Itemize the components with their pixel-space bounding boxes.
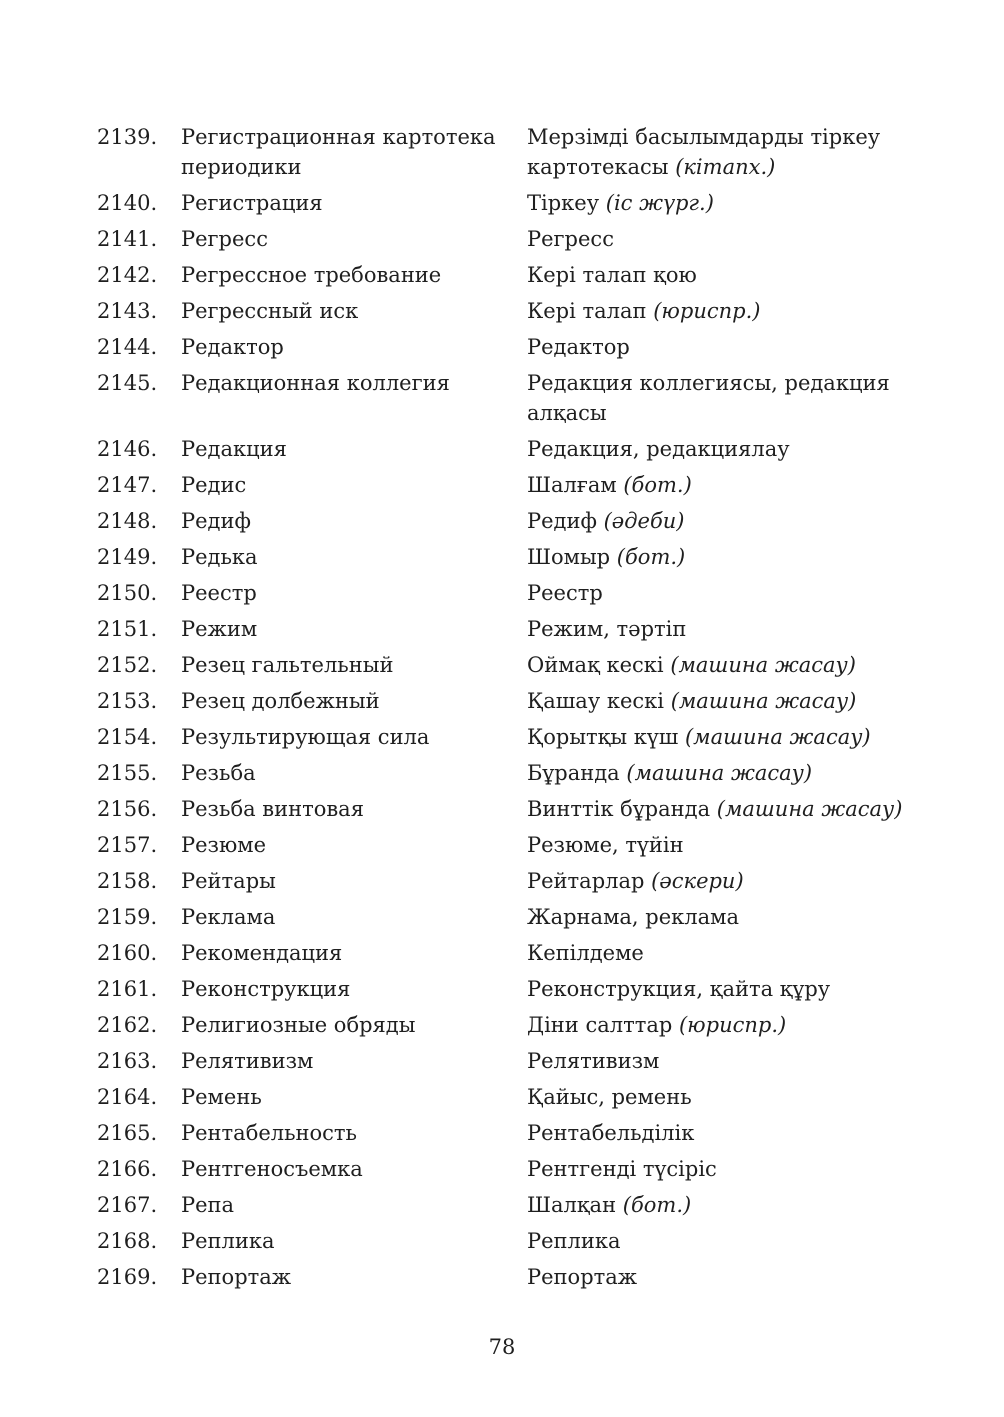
entry-russian-term: Редакционная коллегия — [181, 371, 450, 395]
entry-kazakh-term — [527, 650, 937, 680]
entry-kazakh-term — [527, 614, 937, 644]
entry-number: 2143. — [97, 299, 158, 323]
entry-kazakh-text: Шомыр — [527, 545, 611, 569]
entry-number: 2161. — [97, 977, 158, 1001]
entry-kazakh-term — [527, 542, 937, 572]
entry-number: 2139. — [97, 125, 158, 149]
entry-russian-term: Ремень — [181, 1085, 262, 1109]
entry-number: 2163. — [97, 1049, 158, 1073]
entry-kazakh-text: Резюме, түйін — [527, 833, 684, 857]
entry-number: 2159. — [97, 905, 158, 929]
entry-number: 2164. — [97, 1085, 158, 1109]
entry-russian-term: Репортаж — [181, 1265, 292, 1289]
entry-number: 2141. — [97, 227, 158, 251]
entry-number: 2142. — [97, 263, 158, 287]
entry-domain-note: (іс жүрг.) — [605, 191, 714, 215]
entry-russian-term: Регресс — [181, 227, 268, 251]
entry-kazakh-text: Реконструкция, қайта құру — [527, 977, 831, 1001]
entry-kazakh-term — [527, 1118, 937, 1148]
entry-kazakh-text: Діни салттар — [527, 1013, 673, 1037]
entry-number: 2165. — [97, 1121, 158, 1145]
entry-number: 2168. — [97, 1229, 158, 1253]
entry-kazakh-term — [527, 722, 937, 752]
entry-russian-term: Редис — [181, 473, 247, 497]
entry-number: 2157. — [97, 833, 158, 857]
entry-kazakh-text: Қорытқы күш — [527, 725, 679, 749]
entry-kazakh-term — [527, 1262, 937, 1292]
entry-number: 2151. — [97, 617, 158, 641]
entry-kazakh-text: Шалқан — [527, 1193, 617, 1217]
entry-domain-note: (әдеби) — [603, 509, 685, 533]
entry-russian-term: Резец гальтельный — [181, 653, 394, 677]
entry-kazakh-term — [527, 938, 937, 968]
entry-kazakh-term — [527, 224, 937, 254]
entry-number: 2167. — [97, 1193, 158, 1217]
entry-kazakh-text: Оймақ кескі — [527, 653, 664, 677]
page-number: 78 — [488, 1335, 516, 1359]
entry-russian-term: Резьба винтовая — [181, 797, 364, 821]
entry-kazakh-term — [527, 368, 937, 428]
entry-domain-note: (машина жасау) — [670, 689, 857, 713]
entry-russian-term: Регрессное требование — [181, 263, 442, 287]
entry-number: 2155. — [97, 761, 158, 785]
entry-kazakh-term — [527, 296, 937, 326]
entry-kazakh-text: Кері талап — [527, 299, 647, 323]
entry-domain-note: (юриспр.) — [653, 299, 761, 323]
entry-number: 2158. — [97, 869, 158, 893]
entry-russian-term: Реплика — [181, 1229, 275, 1253]
entry-kazakh-term — [527, 1190, 937, 1220]
entry-russian-term: Реестр — [181, 581, 257, 605]
entry-number: 2152. — [97, 653, 158, 677]
entry-russian-term: Редька — [181, 545, 258, 569]
entry-kazakh-text: Мерзімді басылымдарды тіркеу картотекасы — [527, 125, 881, 179]
entry-number: 2154. — [97, 725, 158, 749]
entry-kazakh-term — [527, 1082, 937, 1112]
entry-kazakh-text: Рентабельділік — [527, 1121, 695, 1145]
entry-number: 2148. — [97, 509, 158, 533]
entry-number: 2150. — [97, 581, 158, 605]
entry-kazakh-term — [527, 578, 937, 608]
entry-kazakh-term — [527, 866, 937, 896]
entry-domain-note: (кітапх.) — [675, 155, 776, 179]
entry-kazakh-text: Жарнама, реклама — [527, 905, 739, 929]
entry-kazakh-term — [527, 1010, 937, 1040]
entry-russian-term: Рейтары — [181, 869, 276, 893]
entry-kazakh-term — [527, 902, 937, 932]
entry-domain-note: (бот.) — [623, 473, 692, 497]
entry-number: 2156. — [97, 797, 158, 821]
entry-kazakh-text: Репортаж — [527, 1265, 638, 1289]
entry-russian-term: Регрессный иск — [181, 299, 359, 323]
entry-kazakh-term — [527, 830, 937, 860]
entry-kazakh-term — [527, 686, 937, 716]
entry-kazakh-text: Қашау кескі — [527, 689, 665, 713]
entry-number: 2140. — [97, 191, 158, 215]
entry-domain-note: (машина жасау) — [684, 725, 871, 749]
entry-kazakh-term — [527, 974, 937, 1004]
entry-kazakh-term — [527, 1226, 937, 1256]
entry-number: 2149. — [97, 545, 158, 569]
entry-russian-term: Редактор — [181, 335, 284, 359]
entry-kazakh-text: Редакция коллегиясы, редакция алқасы — [527, 371, 890, 425]
entry-domain-note: (машина жасау) — [670, 653, 856, 677]
entry-kazakh-text: Редиф — [527, 509, 597, 533]
entry-number: 2144. — [97, 335, 158, 359]
entry-number: 2146. — [97, 437, 158, 461]
entry-russian-term: Репа — [181, 1193, 235, 1217]
entry-kazakh-term — [527, 470, 937, 500]
entry-kazakh-text: Кепілдеме — [527, 941, 644, 965]
entry-number: 2145. — [97, 371, 158, 395]
entry-kazakh-text: Реестр — [527, 581, 603, 605]
entry-kazakh-term — [527, 758, 937, 788]
entry-number: 2147. — [97, 473, 158, 497]
entry-domain-note: (машина жасау) — [716, 797, 903, 821]
entry-kazakh-text: Тіркеу — [527, 191, 600, 215]
entry-domain-note: (машина жасау) — [626, 761, 813, 785]
entry-kazakh-text: Кері талап қою — [527, 263, 697, 287]
entry-russian-term: Резец долбежный — [181, 689, 380, 713]
entry-russian-term: Реклама — [181, 905, 276, 929]
entry-domain-note: (бот.) — [616, 545, 686, 569]
entry-russian-term: Редиф — [181, 509, 251, 533]
entry-russian-term: Рентгеносъемка — [181, 1157, 363, 1181]
entry-kazakh-text: Редактор — [527, 335, 630, 359]
entry-kazakh-term — [527, 1154, 937, 1184]
entry-kazakh-term — [527, 188, 937, 218]
entry-russian-term: Рекомендация — [181, 941, 343, 965]
entry-kazakh-text: Винттік бұранда — [527, 797, 711, 821]
entry-russian-term: Резюме — [181, 833, 267, 857]
entry-kazakh-text: Рентгенді түсіріс — [527, 1157, 717, 1181]
entry-russian-term: Результирующая сила — [181, 725, 430, 749]
entry-kazakh-text: Бұранда — [527, 761, 620, 785]
entry-kazakh-text: Регресс — [527, 227, 614, 251]
entry-number: 2166. — [97, 1157, 158, 1181]
entry-kazakh-text: Рейтарлар — [527, 869, 645, 893]
entry-kazakh-term — [527, 122, 937, 182]
entry-number: 2153. — [97, 689, 158, 713]
entry-kazakh-text: Реплика — [527, 1229, 621, 1253]
entry-russian-term: Резьба — [181, 761, 256, 785]
entry-domain-note: (юриспр.) — [678, 1013, 787, 1037]
entry-kazakh-term — [527, 506, 937, 536]
entry-number: 2169. — [97, 1265, 158, 1289]
entry-russian-term: Режим — [181, 617, 258, 641]
entry-russian-term: Рентабельность — [181, 1121, 357, 1145]
entry-russian-term: Регистрация — [181, 191, 323, 215]
entry-kazakh-term — [527, 434, 937, 464]
entry-kazakh-term — [527, 260, 937, 290]
entry-kazakh-term — [527, 794, 937, 824]
entry-kazakh-text: Релятивизм — [527, 1049, 660, 1073]
entry-russian-term: Реконструкция — [181, 977, 351, 1001]
entry-russian-term: Регистрационная картотека периодики — [181, 125, 496, 179]
entry-number: 2160. — [97, 941, 158, 965]
entry-kazakh-text: Редакция, редакциялау — [527, 437, 790, 461]
entry-domain-note: (бот.) — [622, 1193, 692, 1217]
entry-russian-term: Религиозные обряды — [181, 1013, 416, 1037]
entry-kazakh-term — [527, 1046, 937, 1076]
entry-kazakh-term — [527, 332, 937, 362]
entry-kazakh-text: Қайыс, ремень — [527, 1085, 692, 1109]
entry-kazakh-text: Шалғам — [527, 473, 617, 497]
entry-russian-term: Релятивизм — [181, 1049, 314, 1073]
entry-domain-note: (әскери) — [651, 869, 744, 893]
entry-russian-term: Редакция — [181, 437, 287, 461]
entry-kazakh-text: Режим, тәртіп — [527, 617, 687, 641]
entry-number: 2162. — [97, 1013, 158, 1037]
